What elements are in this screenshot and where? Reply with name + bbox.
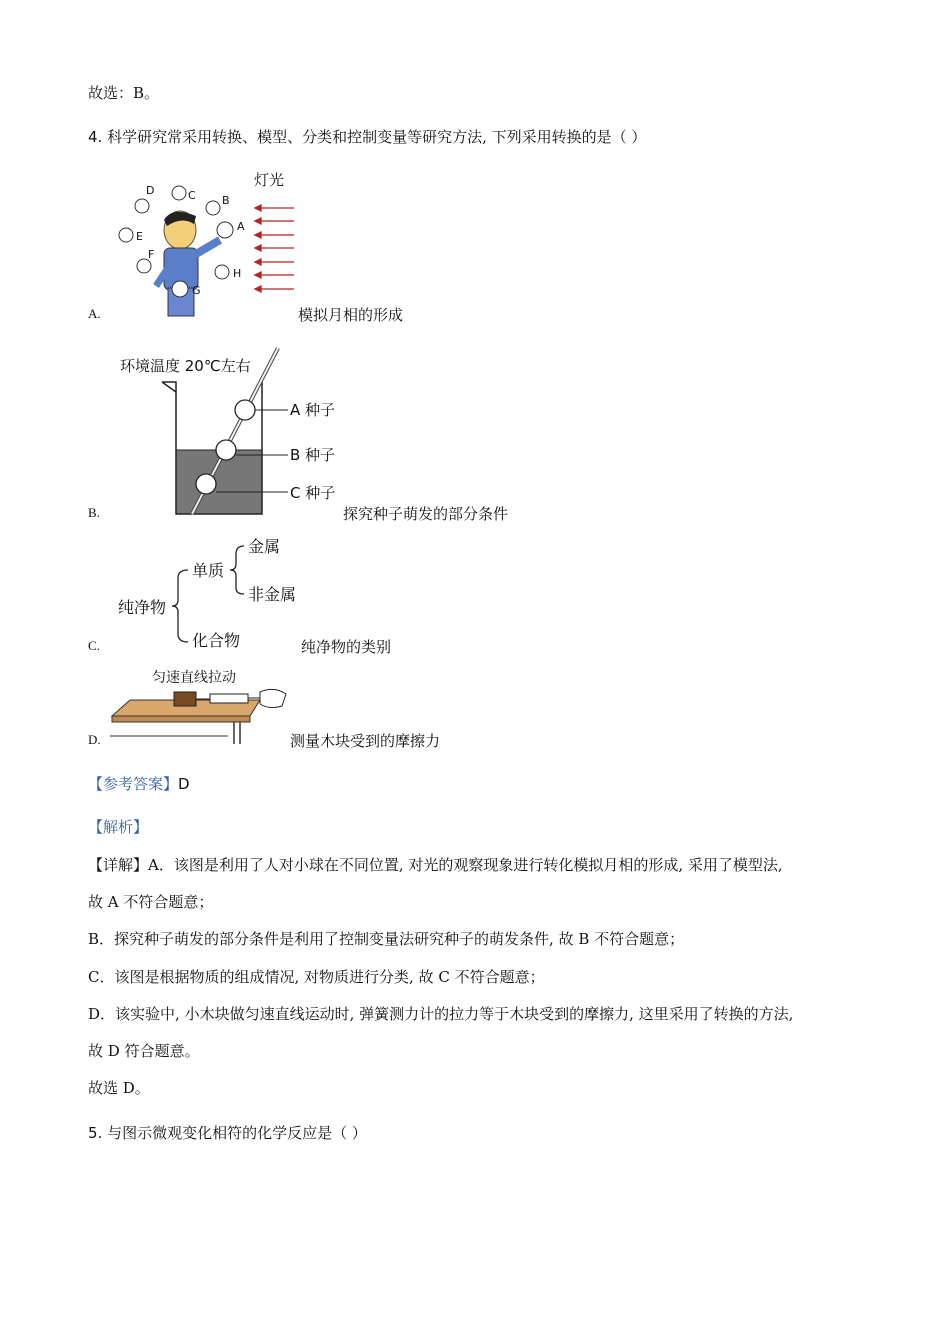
question-text: 与图示微观变化相符的化学反应是（ ） [107, 1124, 367, 1142]
option-c-caption: 纯净物的类别 [301, 638, 392, 656]
element-label: 单质 [192, 561, 225, 580]
question-5-stem [88, 1122, 367, 1143]
detail-label: 【详解】 [88, 856, 149, 874]
ball-label-g: G [192, 284, 201, 297]
detail-d-line2: 故 D 符合题意。 [88, 1042, 200, 1060]
question-number: 4. [88, 128, 103, 146]
answer-value: D [178, 775, 190, 793]
ball-label-h: H [233, 267, 242, 280]
option-a-caption: 模拟月相的形成 [298, 306, 404, 324]
reference-answer [88, 773, 190, 794]
question-4-stem [88, 126, 646, 147]
seed-b-label: B 种子 [290, 446, 336, 464]
seed-germination-figure [112, 342, 352, 518]
option-b-caption: 探究种子萌发的部分条件 [343, 505, 509, 523]
temperature-label: 环境温度 20℃左右 [120, 357, 251, 375]
question-number: 5. [88, 1124, 103, 1142]
question-text: 科学研究常采用转换、模型、分类和控制变量等研究方法, 下列采用转换的是（ ） [107, 128, 647, 146]
pure-substance-label: 纯净物 [118, 598, 167, 617]
nonmetal-label: 非金属 [248, 585, 297, 604]
metal-label: 金属 [248, 537, 281, 556]
ball-label-e: E [136, 230, 143, 243]
conclusion: 故选 D。 [88, 1079, 150, 1097]
substance-classification-figure [112, 532, 312, 654]
detail-b: B．探究种子萌发的部分条件是利用了控制变量法研究种子的萌发条件, 故 B 不符合题意； [88, 930, 685, 948]
seed-a-label: A 种子 [290, 401, 336, 419]
ball-label-a: A [237, 220, 245, 233]
detail-d-line1: D．该实验中, 小木块做匀速直线运动时, 弹簧测力计的拉力等于木块受到的摩擦力, 这里采用了转换的方法, [88, 1005, 794, 1023]
light-label: 灯光 [254, 171, 285, 189]
option-b-label: B. [88, 505, 100, 520]
friction-measurement-figure [110, 664, 295, 746]
detail-a-line1 [88, 854, 783, 875]
option-d-caption: 测量木块受到的摩擦力 [290, 732, 441, 750]
seed-c-label: C 种子 [290, 484, 336, 502]
person-illustration [156, 211, 220, 316]
pull-label: 匀速直线拉动 [152, 670, 236, 686]
detail-c: C．该图是根据物质的组成情况, 对物质进行分类, 故 C 不符合题意； [88, 968, 545, 986]
light-arrows [255, 205, 294, 292]
compound-label: 化合物 [192, 631, 241, 650]
ball-label-d: D [146, 184, 155, 197]
option-c-label: C. [88, 638, 100, 653]
analysis-label: 【解析】 [88, 818, 149, 836]
ball-label-f: F [148, 248, 155, 261]
option-d-label: D. [88, 732, 101, 747]
ball-label-b: B [222, 194, 230, 207]
detail-a-line2: 故 A 不符合题意； [88, 893, 214, 911]
detail-a-text: A．该图是利用了人对小球在不同位置, 对光的观察现象进行转化模拟月相的形成, 采用了模型法, [148, 856, 783, 874]
moon-phase-figure [112, 168, 302, 320]
prev-answer: 故选：B。 [88, 84, 160, 102]
option-a-label: A. [88, 306, 101, 321]
answer-label: 【参考答案】 [88, 775, 179, 793]
ball-label-c: C [188, 189, 196, 202]
